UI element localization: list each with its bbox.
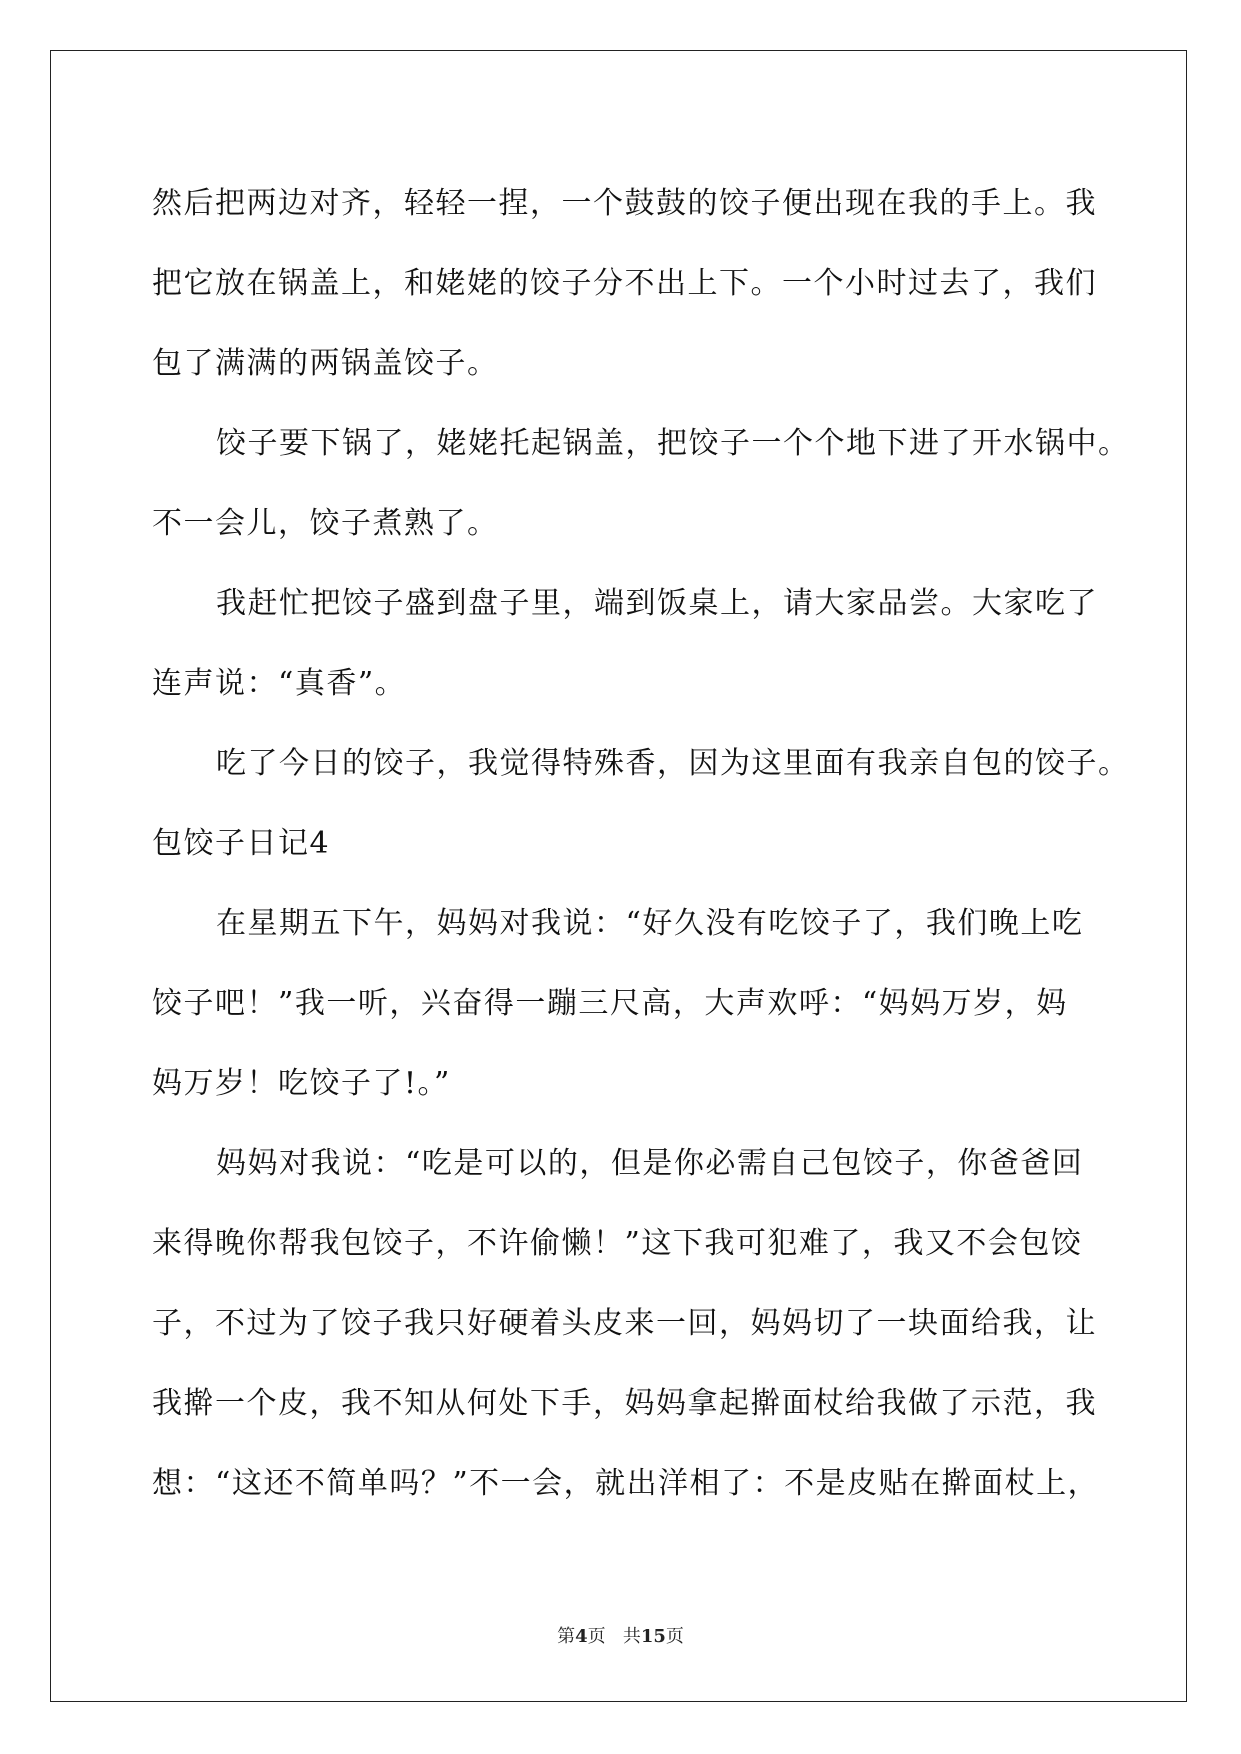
page-prefix: 第 bbox=[557, 1626, 576, 1647]
text-line: 来得晚你帮我包饺子，不许偷懒！”这下我可犯难了，我又不会包饺 bbox=[152, 1226, 1083, 1261]
paragraph-start-line: 妈妈对我说：“吃是可以的，但是你必需自己包饺子，你爸爸回 bbox=[216, 1146, 1084, 1181]
text-line: 然后把两边对齐，轻轻一捏，一个鼓鼓的饺子便出现在我的手上。我 bbox=[152, 186, 1097, 221]
total-prefix: 共 bbox=[622, 1626, 641, 1647]
text-line: 包了满满的两锅盖饺子。 bbox=[152, 346, 499, 381]
paragraph-start-line: 吃了今日的饺子，我觉得特殊香，因为这里面有我亲自包的饺子。 bbox=[216, 746, 1130, 781]
text-line: 不一会儿，饺子煮熟了。 bbox=[152, 506, 499, 541]
paragraph-start-line: 我赶忙把饺子盛到盘子里，端到饭桌上，请大家品尝。大家吃了 bbox=[216, 586, 1098, 621]
paragraph-start-line: 饺子要下锅了，姥姥托起锅盖，把饺子一个个地下进了开水锅中。 bbox=[216, 426, 1130, 461]
page-number: 4 bbox=[575, 1626, 588, 1647]
text-line: 子，不过为了饺子我只好硬着头皮来一回，妈妈切了一块面给我，让 bbox=[152, 1306, 1097, 1341]
section-heading: 包饺子日记4 bbox=[152, 826, 331, 861]
text-line: 想：“这还不简单吗？”不一会，就出洋相了：不是皮贴在擀面杖上， bbox=[152, 1466, 1100, 1501]
total-pages: 15 bbox=[640, 1626, 666, 1647]
total-suffix: 页 bbox=[665, 1626, 684, 1647]
text-line: 我擀一个皮，我不知从何处下手，妈妈拿起擀面杖给我做了示范，我 bbox=[152, 1386, 1097, 1421]
page-footer bbox=[0, 1622, 1241, 1648]
text-line: 饺子吧！”我一听，兴奋得一蹦三尺高，大声欢呼：“妈妈万岁，妈 bbox=[152, 986, 1068, 1021]
page-suffix: 页 bbox=[587, 1626, 606, 1647]
text-line: 把它放在锅盖上，和姥姥的饺子分不出上下。一个小时过去了，我们 bbox=[152, 266, 1097, 301]
text-line: 连声说：“真香”。 bbox=[152, 666, 407, 701]
paragraph-start-line: 在星期五下午，妈妈对我说：“好久没有吃饺子了，我们晚上吃 bbox=[216, 906, 1084, 941]
document-body bbox=[152, 164, 1130, 1524]
text-line: 妈万岁！吃饺子了!。” bbox=[152, 1066, 451, 1101]
